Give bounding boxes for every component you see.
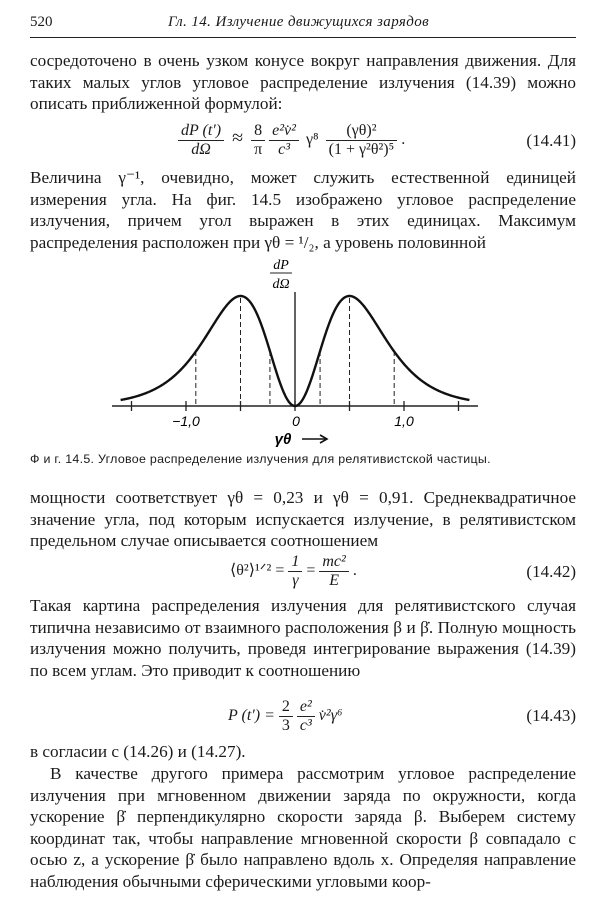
eq43-f2: $\frac{\text{e²}}{\text{c³}}$ xyxy=(297,698,315,735)
y-label-den: dΩ xyxy=(272,277,290,292)
paragraph-4: Такая картина распределения излучения для релятивистского случая типична независимо от взаимного расположения β и β̇. Полную мощность излучения можно получить, проведя интегрирование выражения (14.39) по всем углам. Это приводит к соотношению xyxy=(30,596,576,680)
tick-label-neg: −1,0 xyxy=(172,413,200,429)
eq43-f1: $\frac{2}{3}$ xyxy=(279,698,293,735)
tick-label-pos: 1,0 xyxy=(394,413,414,429)
equation-number-14-41: (14.41) xyxy=(526,131,576,150)
paragraph-2: Величина γ⁻¹, очевидно, может служить естественной единицей измерения угла. На фиг. 14.5 изображено угловое распределение излучения, причем угол выражен в этих единицах. Максимум распределения расположен при γθ = ¹/₂, а уровень половинной xyxy=(30,168,576,252)
equation-14-43: P (t′) = $\frac{2}{3}$ $\frac{\text{e²}}{\text{c³}}$ v̇²γ⁶ xyxy=(228,698,343,734)
eq41-lhs: $\frac{dP (t')}{d\Omega}$ xyxy=(178,122,224,159)
header-rule xyxy=(30,37,576,38)
page-number: 520 xyxy=(30,14,53,30)
x-axis-label: γθ xyxy=(274,431,292,448)
equation-14-42: ⟨θ²⟩¹ᐟ² = $\frac{1}{\gamma}$ = $\frac{\text{mc²}}{E}$ . xyxy=(230,553,357,589)
paragraph-1: сосредоточено в очень узком конусе вокруг направления движения. Для таких малых углов угловое распределение излучения (14.39) можно описать приближенной формулой: xyxy=(30,51,576,113)
equation-number-14-43: (14.43) xyxy=(526,706,576,725)
equation-14-41: $\frac{dP (t')}{d\Omega}$ ≈ $\frac{8}{\pi}$ $\frac{\text{e²v̇²}}{\text{c³}}$ γ⁸ $\frac{\text{(γθ)²}}{\text{(1 + γ²θ²)⁵}}$ . xyxy=(178,122,405,159)
figure-14-5 xyxy=(30,254,576,449)
angular-distribution-chart xyxy=(30,254,576,449)
paragraph-3: мощности соответствует γθ = 0,23 и γθ = 0,91. Среднеквадратичное значение угла, под которым испускается излучение, в релятивистском предельном случае описывается соотношением xyxy=(30,488,576,550)
eq42-f1: $\frac{1}{\gamma}$ xyxy=(288,553,302,590)
eq41-coef: $\frac{8}{\pi}$ xyxy=(251,122,265,159)
figure-caption: Ф и г. 14.5. Угловое распределение излучения для релятивистской частицы. xyxy=(30,452,491,466)
y-label-num: dP xyxy=(273,258,289,273)
equation-number-14-42: (14.42) xyxy=(526,562,576,581)
running-title: Гл. 14. Излучение движущихся зарядов xyxy=(168,14,430,30)
paragraph-6: В качестве другого примера рассмотрим угловое распределение излучения при мгновенном движении заряда по окружности, когда ускорение β̇ перпендикулярно скорости заряда β. Выберем систему координат так, чтобы направление мгновенной скорости β совпадало с осью z, а ускорение β̇ было направлено вдоль x. Определяя направление наблюдения обычными сферическими угловыми коор- xyxy=(30,764,576,891)
paragraph-5: в согласии с (14.26) и (14.27). xyxy=(30,742,246,761)
eq41-charge: $\frac{\text{e²v̇²}}{\text{c³}}$ xyxy=(269,122,299,159)
y-axis-label xyxy=(270,258,292,292)
eq41-shape: $\frac{\text{(γθ)²}}{\text{(1 + γ²θ²)⁵}}$ xyxy=(326,122,398,159)
eq42-f2: $\frac{\text{mc²}}{E}$ xyxy=(319,553,348,590)
running-header xyxy=(30,14,575,36)
tick-label-zero: 0 xyxy=(292,413,300,429)
